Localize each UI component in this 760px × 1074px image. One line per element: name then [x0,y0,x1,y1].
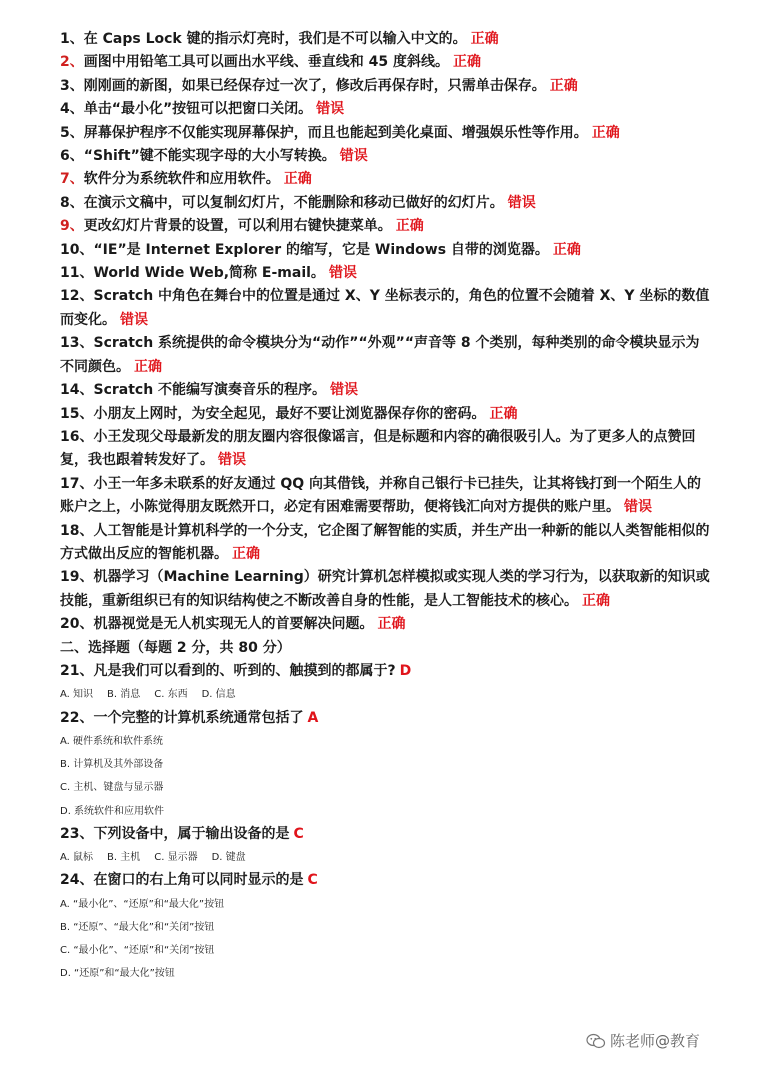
option: A. 鼠标 [60,852,94,864]
tf-item [60,239,710,262]
tf-item [60,285,710,332]
option: D. 信息 [201,689,236,701]
tf-item [60,520,710,567]
item-answer: 正确 [283,171,312,188]
question-text: 下列设备中，属于输出设备的是 [93,825,290,842]
tf-item [60,28,710,51]
tf-item [60,473,710,520]
item-number: 16、 [60,428,94,445]
item-answer: 正确 [395,218,424,235]
wechat-icon [586,1033,606,1049]
item-text: 更改幻灯片背景的设置，可以利用右键快捷菜单。 [83,218,392,235]
item-number: 11、 [60,265,94,282]
option: B. “还原”、“最大化”和“关闭”按钮 [60,922,215,934]
mc-question [60,869,710,892]
item-number: 18、 [60,522,94,539]
item-answer: 正确 [470,31,499,47]
item-number: 6、 [60,148,84,165]
item-number: 15、 [60,405,94,422]
item-number: 4、 [60,101,84,118]
item-text: 小朋友上网时，为安全起见，最好不要让浏览器保存你的密码。 [93,405,486,422]
option: D. 键盘 [211,852,246,864]
item-text: “Shift”键不能实现字母的大小写转换。 [83,148,336,165]
item-number: 2、 [60,54,84,71]
tf-item [60,426,710,473]
item-text: Scratch 系统提供的命令模块分为“动作”“外观”“声音等 8 个类别，每种类别的命令模块显示为不同颜色。 [60,335,700,375]
tf-item [60,332,710,379]
question-answer: C [307,872,318,889]
item-text: Scratch 中角色在舞台中的位置是通过 X、Y 坐标表示的，角色的位置不会随着 X、Y 坐标的数值而变化。 [60,288,710,328]
item-answer: 错误 [339,148,368,165]
item-answer: 正确 [582,592,610,609]
tf-item [60,192,710,215]
item-text: 机器学习（Machine Learning）研究计算机怎样模拟或实现人类的学习行为，以获取新的知识或技能，重新组织已有的知识结构使之不断改善自身的性能，是人工智能技术的核心。 [60,569,710,609]
option: A. 硬件系统和软件系统 [60,735,164,747]
item-text: 机器视觉是无人机实现无人的首要解决问题。 [93,616,374,633]
tf-item [60,98,710,121]
document-body [60,28,710,986]
item-answer: 正确 [232,545,260,562]
option: A. “最小化”、“还原”和“最大化”按钮 [60,898,225,910]
tf-item [60,75,710,98]
tf-item [60,613,710,636]
item-number: 8、 [60,194,84,211]
option-row [60,683,710,706]
question-number: 24、 [60,872,94,889]
item-answer: 正确 [134,358,162,375]
item-answer: 错误 [507,194,536,211]
item-number: 19、 [60,569,94,586]
tf-item [60,51,710,74]
item-text: 刚刚画的新图，如果已经保存过一次了，修改后再保存时，只需单击保存。 [83,77,546,94]
true-false-list [60,28,710,637]
tf-item [60,215,710,238]
option: B. 消息 [107,689,141,701]
question-answer: A [307,709,319,726]
tf-item [60,145,710,168]
item-text: Scratch 不能编写演奏音乐的程序。 [93,382,327,399]
question-text: 凡是我们可以看到的、听到的、触摸到的都属于? [93,662,396,679]
question-text: 在窗口的右上角可以同时显示的是 [93,872,304,889]
item-text: 在演示文稿中，可以复制幻灯片，不能删除和移动已做好的幻灯片。 [83,194,504,211]
item-answer: 错误 [218,452,246,469]
item-text: 屏幕保护程序不仅能实现屏幕保护，而且也能起到美化桌面、增强娱乐性等作用。 [83,124,588,141]
section-title: 二、选择题（每题 2 分，共 80 分） [60,639,291,656]
mc-question [60,823,710,846]
tf-item [60,566,710,613]
option-row [60,846,710,869]
mc-question [60,707,710,730]
item-number: 5、 [60,124,84,141]
item-number: 12、 [60,288,94,305]
item-text: 小王一年多未联系的好友通过 QQ 向其借钱，并称自己银行卡已挂失，让其将钱打到一个陌生人的账户之上，小陈觉得朋友既然开口，必定有困难需要帮助，便将钱汇向对方提供的账户里。 [60,475,702,516]
option: B. 主机 [107,852,141,864]
item-text: 小王发现父母最新发的朋友圈内容很像谣言，但是标题和内容的确很吸引人。为了更多人的点赞回复，我也跟着转发好了。 [60,428,696,469]
item-number: 20、 [60,616,94,633]
item-answer: 正确 [591,124,620,141]
item-number: 17、 [60,475,94,492]
option: C. “最小化”、“还原”和“关闭”按钮 [60,945,215,957]
watermark [586,1030,700,1051]
item-number: 3、 [60,77,84,94]
question-number: 23、 [60,825,94,842]
item-number: 14、 [60,382,94,399]
item-text: 在 Caps Lock 键的指示灯亮时，我们是不可以输入中文的。 [83,31,467,47]
item-answer: 正确 [552,241,581,258]
option: B. 计算机及其外部设备 [60,759,164,771]
item-answer: 错误 [316,101,345,118]
tf-item [60,122,710,145]
question-text: 一个完整的计算机系统通常包括了 [93,709,304,726]
option: C. 主机、键盘与显示器 [60,782,164,794]
tf-item [60,403,710,426]
item-answer: 错误 [624,499,652,516]
item-answer: 错误 [330,382,359,399]
item-number: 10、 [60,241,94,258]
option: C. 东西 [154,689,188,701]
item-answer: 正确 [489,405,518,422]
item-text: 单击“最小化”按钮可以把窗口关闭。 [83,101,313,118]
item-answer: 错误 [120,311,148,328]
item-number: 13、 [60,335,94,352]
option: D. 系统软件和应用软件 [60,805,165,817]
question-number: 22、 [60,709,94,726]
option: A. 知识 [60,689,94,701]
item-text: 画图中用铅笔工具可以画出水平线、垂直线和 45 度斜线。 [83,54,449,71]
item-number: 7、 [60,171,84,188]
item-text: 软件分为系统软件和应用软件。 [83,171,280,188]
option: C. 显示器 [154,852,198,864]
watermark-text: 陈老师@教育 [610,1032,701,1050]
tf-item [60,168,710,191]
question-number: 21、 [60,662,94,679]
mc-question [60,660,710,683]
item-text: “IE”是 Internet Explorer 的缩写，它是 Windows 自带的浏览器。 [93,241,549,258]
question-answer: D [399,662,412,679]
multiple-choice-list [60,660,710,986]
item-answer: 正确 [377,616,406,633]
item-answer: 正确 [452,54,481,71]
tf-item [60,262,710,285]
option: D. “还原”和“最大化”按钮 [60,968,175,980]
question-answer: C [293,825,304,842]
item-answer: 正确 [549,77,578,94]
item-number: 1、 [60,31,84,47]
tf-item [60,379,710,402]
item-number: 9、 [60,218,84,235]
item-text: World Wide Web,简称 E-mail。 [93,265,325,282]
item-text: 人工智能是计算机科学的一个分支，它企图了解智能的实质，并生产出一种新的能以人类智能相似的方式做出反应的智能机器。 [60,522,710,562]
item-answer: 错误 [328,265,357,282]
